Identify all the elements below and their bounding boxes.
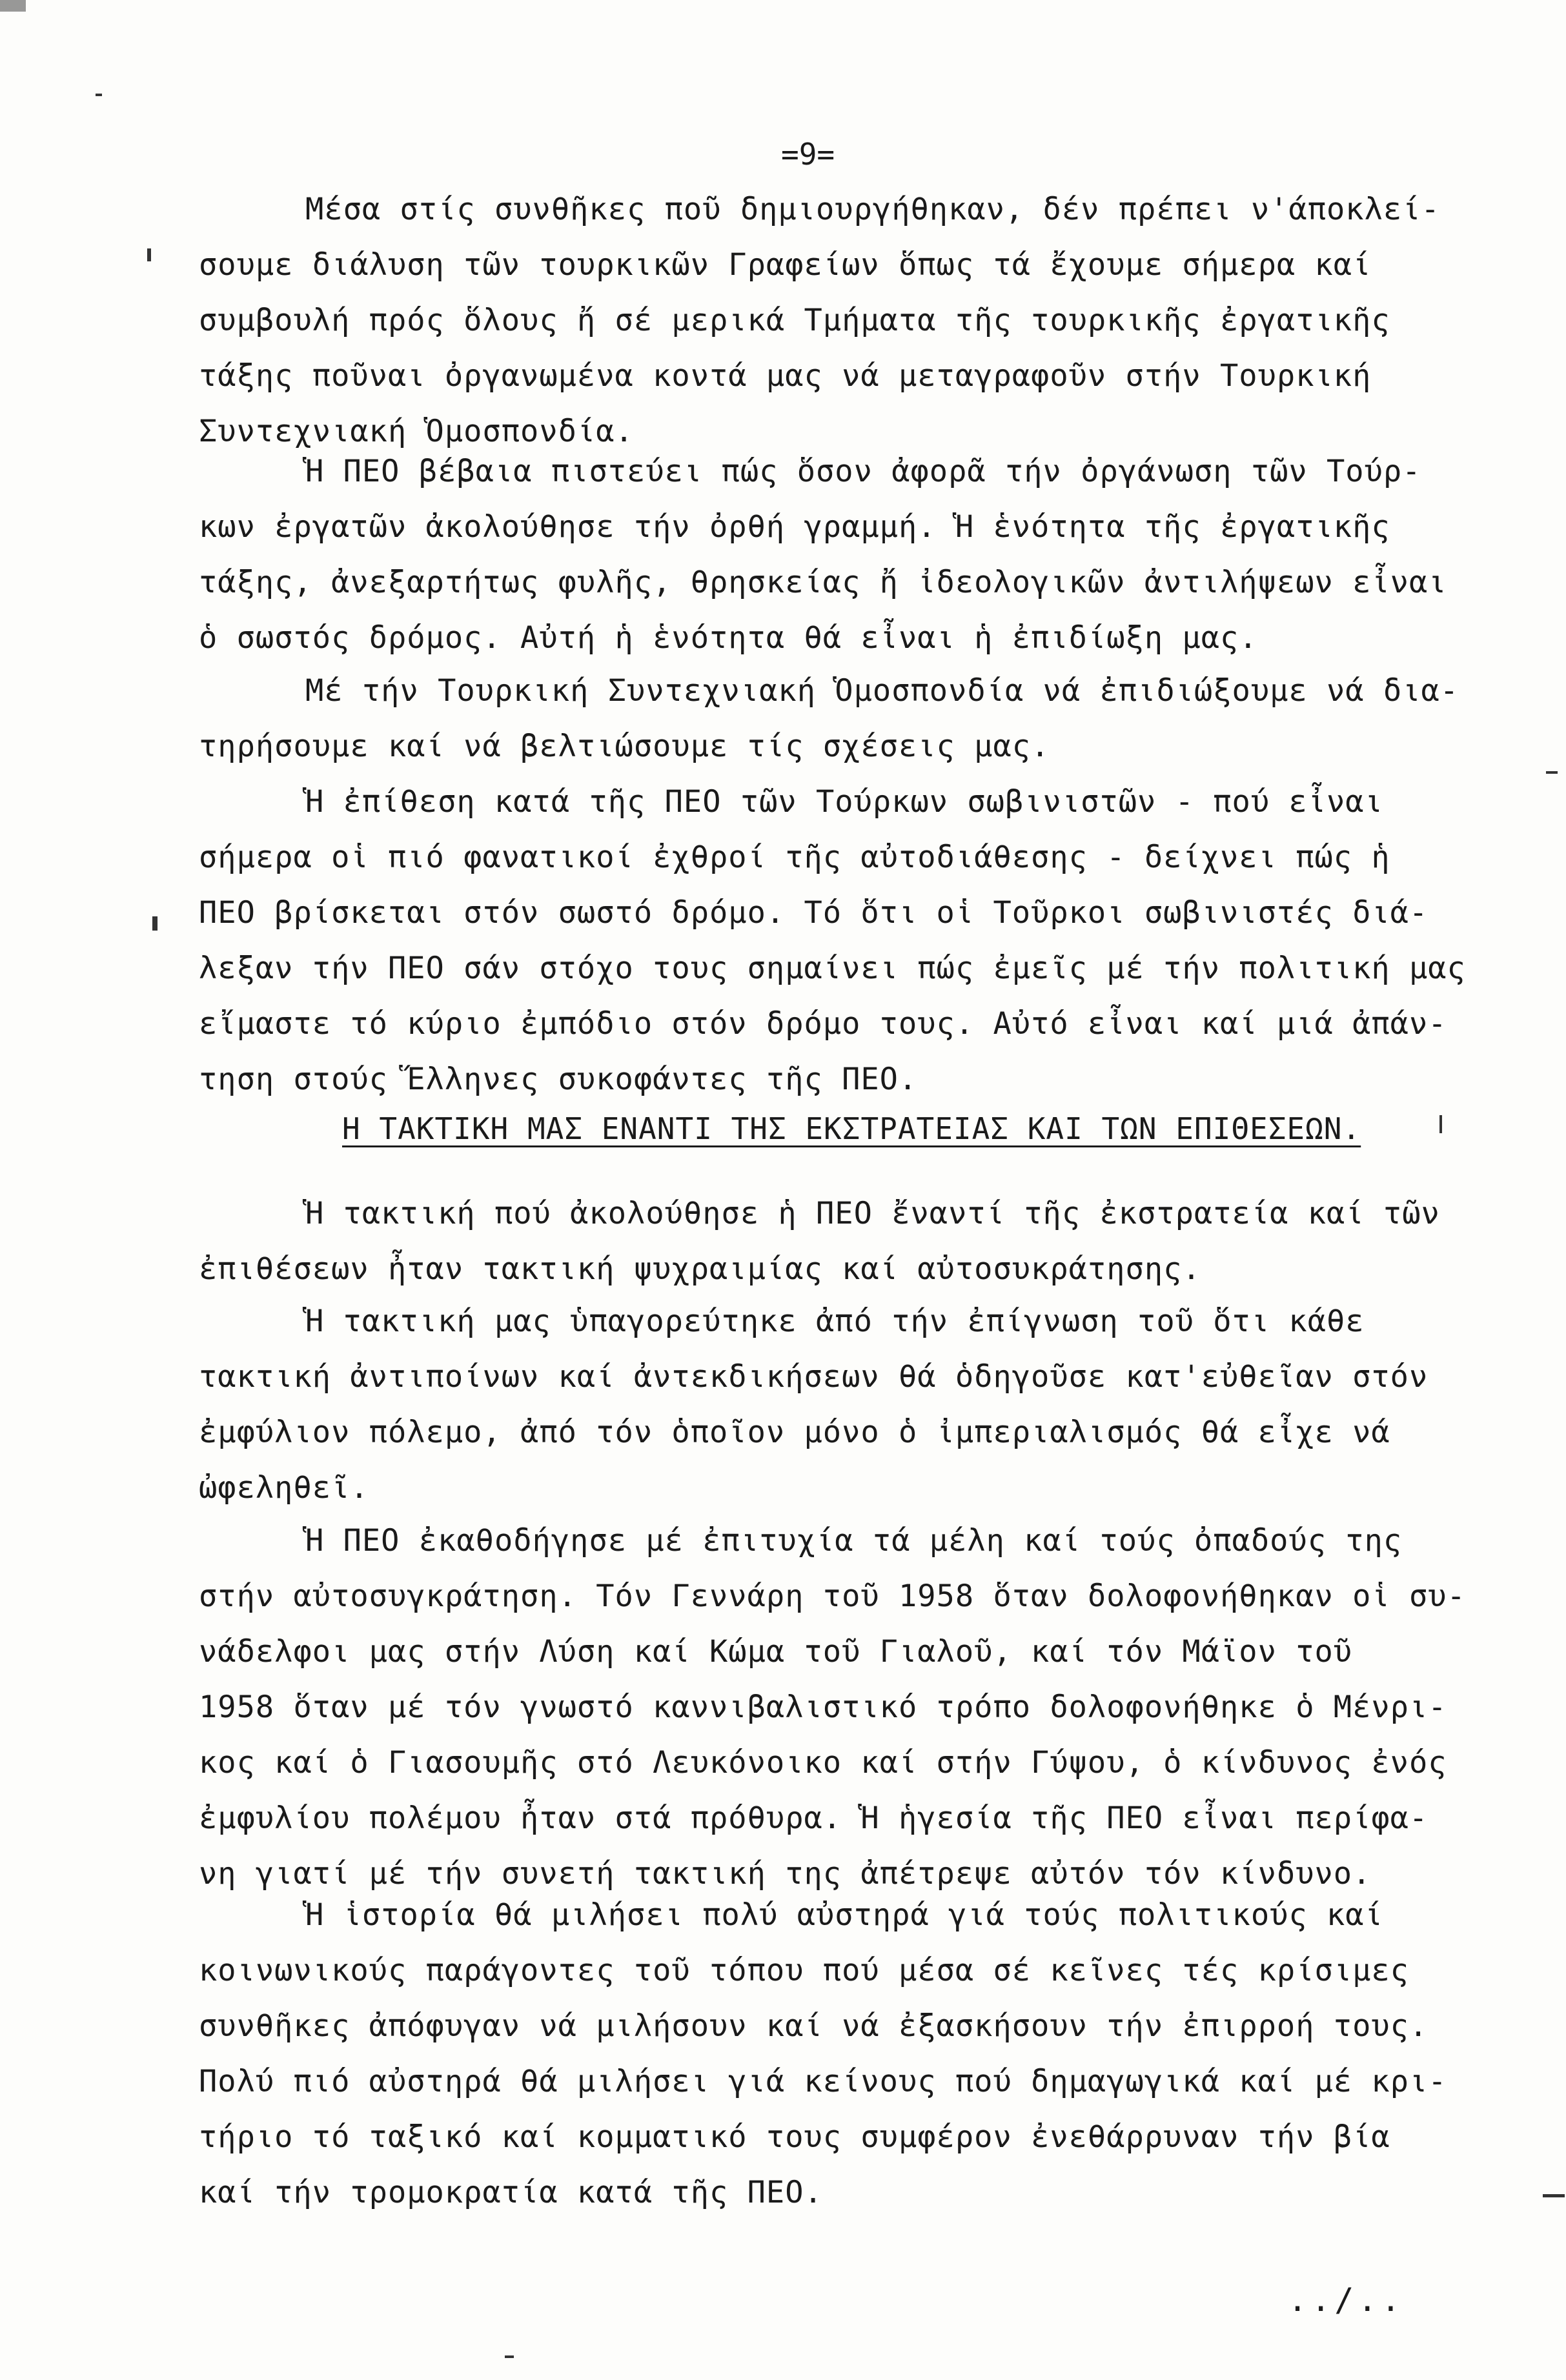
paragraph-line: λεξαν τήν ΠΕΟ σάν στόχο τους σημαίνει πώς ἐμεῖς μέ τήν πολιτική μας [199, 951, 1466, 986]
paragraph-line: κοινωνικούς παράγοντες τοῦ τόπου πού μέσα σέ κεῖνες τές κρίσιμες [199, 1953, 1409, 1988]
paragraph-line: συνθῆκες ἀπόφυγαν νά μιλήσουν καί νά ἐξασκήσουν τήν ἐπιρροή τους. [199, 2008, 1429, 2044]
paragraph-line: ἐμφυλίου πολέμου ἦταν στά πρόθυρα. Ἡ ἡγεσία τῆς ΠΕΟ εἶναι περίφα- [199, 1800, 1429, 1836]
paragraph-line: νη γιατί μέ τήν συνετή τακτική της ἀπέτρεψε αὐτόν τόν κίνδυνο. [199, 1856, 1372, 1891]
paragraph-3 [199, 663, 1490, 774]
paragraph-2 [199, 444, 1490, 666]
scan-artifact [505, 2355, 514, 2358]
paragraph-line: τηρήσουμε καί νά βελτιώσουμε τίς σχέσεις μας. [199, 729, 1050, 764]
scan-artifact [1543, 2194, 1565, 2197]
paragraph-line: ἐμφύλιον πόλεμο, ἀπό τόν ὁποῖον μόνο ὁ ἰμπεριαλισμός θά εἶχε νά [199, 1415, 1390, 1450]
paragraph-line: εἴμαστε τό κύριο ἐμπόδιο στόν δρόμο τους. Αὐτό εἶναι καί μιά ἀπάν- [199, 1006, 1447, 1042]
paragraph-line: τήριο τό ταξικό καί κομματικό τους συμφέρον ἐνεθάρρυναν τήν βία [199, 2119, 1390, 2155]
paragraph-line: τάξης ποῦναι ὀργανωμένα κοντά μας νά μεταγραφοῦν στήν Τουρκική [199, 358, 1372, 394]
scan-artifact [1546, 771, 1558, 774]
paragraph-line: τηση στούς Ἕλληνες συκοφάντες τῆς ΠΕΟ. [199, 1062, 918, 1097]
scan-artifact [1439, 1115, 1442, 1133]
section-heading: Η ΤΑΚΤΙΚΗ ΜΑΣ ΕΝΑΝΤΙ ΤΗΣ ΕΚΣΤΡΑΤΕΙΑΣ ΚΑΙ ΤΩΝ ΕΠΙΘΕΣΕΩΝ. [342, 1111, 1361, 1146]
paragraph-7 [199, 1513, 1490, 1902]
paragraph-line: Ἡ τακτική πού ἀκολούθησε ἡ ΠΕΟ ἔναντί τῆς ἐκστρατεία καί τῶν [305, 1196, 1440, 1231]
paragraph-5 [199, 1186, 1490, 1297]
paragraph-line: καί τήν τρομοκρατία κατά τῆς ΠΕΟ. [199, 2175, 823, 2210]
paragraph-line: Μέσα στίς συνθῆκες ποῦ δημιουργήθηκαν, δέν πρέπει ν'άποκλεί- [305, 192, 1440, 227]
scan-artifact [0, 0, 26, 12]
paragraph-line: Μέ τήν Τουρκική Συντεχνιακή Ὁμοσπονδία νά ἐπιδιώξουμε νά δια- [305, 673, 1459, 709]
scan-artifact [96, 94, 102, 96]
paragraph-line: ὁ σωστός δρόμος. Αὐτή ἡ ἑνότητα θά εἶναι ἡ ἐπιδίωξη μας. [199, 620, 1258, 656]
paragraph-line: ΠΕΟ βρίσκεται στόν σωστό δρόμο. Τό ὅτι οἱ Τοῦρκοι σωβινιστές διά- [199, 895, 1429, 931]
scan-artifact [152, 916, 158, 931]
paragraph-line: συμβουλή πρός ὅλους ἤ σέ μερικά Τμήματα τῆς τουρκικῆς ἐργατικῆς [199, 303, 1390, 338]
paragraph-4 [199, 774, 1490, 1107]
paragraph-line: νάδελφοι μας στήν Λύση καί Κώμα τοῦ Γιαλοῦ, καί τόν Μάϊον τοῦ [199, 1634, 1353, 1669]
paragraph-line: τακτική ἀντιποίνων καί ἀντεκδικήσεων θά ὁδηγοῦσε κατ'εὐθεῖαν στόν [199, 1359, 1429, 1395]
scan-artifact [147, 248, 151, 261]
paragraph-line: τάξης, ἀνεξαρτήτως φυλῆς, θρησκείας ἤ ἰδεολογικῶν ἀντιλήψεων εἶναι [199, 565, 1447, 600]
paragraph-line: Πολύ πιό αὐστηρά θά μιλήσει γιά κείνους πού δημαγωγικά καί μέ κρι- [199, 2064, 1447, 2099]
paragraph-line: 1958 ὅταν μέ τόν γνωστό καννιβαλιστικό τρόπο δολοφονήθηκε ὁ Μένρι- [199, 1689, 1447, 1725]
paragraph-line: ὠφεληθεῖ. [199, 1470, 369, 1506]
paragraph-line: Ἡ τακτική μας ὑπαγορεύτηκε ἀπό τήν ἐπίγνωση τοῦ ὅτι κάθε [305, 1304, 1365, 1339]
paragraph-line: στήν αὐτοσυγκράτηση. Τόν Γεννάρη τοῦ 1958 ὅταν δολοφονήθηκαν οἱ συ- [199, 1578, 1466, 1614]
paragraph-1 [199, 182, 1490, 459]
paragraph-line: ἐπιθέσεων ἦταν τακτική ψυχραιμίας καί αὐτοσυκράτησης. [199, 1251, 1201, 1287]
paragraph-line: κος καί ὁ Γιασουμῆς στό Λευκόνοικο καί στήν Γύψου, ὁ κίνδυνος ἐνός [199, 1745, 1447, 1780]
paragraph-line: Συντεχνιακή Ὁμοσπονδία. [199, 414, 634, 449]
page-number: =9= [781, 137, 835, 172]
paragraph-6 [199, 1294, 1490, 1516]
paragraph-line: Ἡ ΠΕΟ ἐκαθοδήγησε μέ ἐπιτυχία τά μέλη καί τούς ὀπαδούς της [305, 1523, 1403, 1558]
paragraph-line: Ἡ ἐπίθεση κατά τῆς ΠΕΟ τῶν Τούρκων σωβινιστῶν - πού εἶναι [305, 784, 1383, 820]
paragraph-line: κων ἐργατῶν ἀκολούθησε τήν ὀρθή γραμμή. Ἡ ἑνότητα τῆς ἐργατικῆς [199, 509, 1390, 545]
paragraph-line: Ἡ ΠΕΟ βέβαια πιστεύει πώς ὅσον ἀφορᾶ τήν ὀργάνωση τῶν Τούρ- [305, 454, 1421, 489]
paragraph-line: σουμε διάλυση τῶν τουρκικῶν Γραφείων ὅπως τά ἔχουμε σήμερα καί [199, 247, 1372, 283]
paragraph-8 [199, 1888, 1490, 2221]
paragraph-line: σήμερα οἱ πιό φανατικοί ἐχθροί τῆς αὐτοδιάθεσης - δείχνει πώς ἡ [199, 840, 1390, 875]
continuation-mark: ../.. [1288, 2281, 1405, 2319]
paragraph-line: Ἡ ἱστορία θά μιλήσει πολύ αὐστηρά γιά τούς πολιτικούς καί [305, 1897, 1383, 1933]
